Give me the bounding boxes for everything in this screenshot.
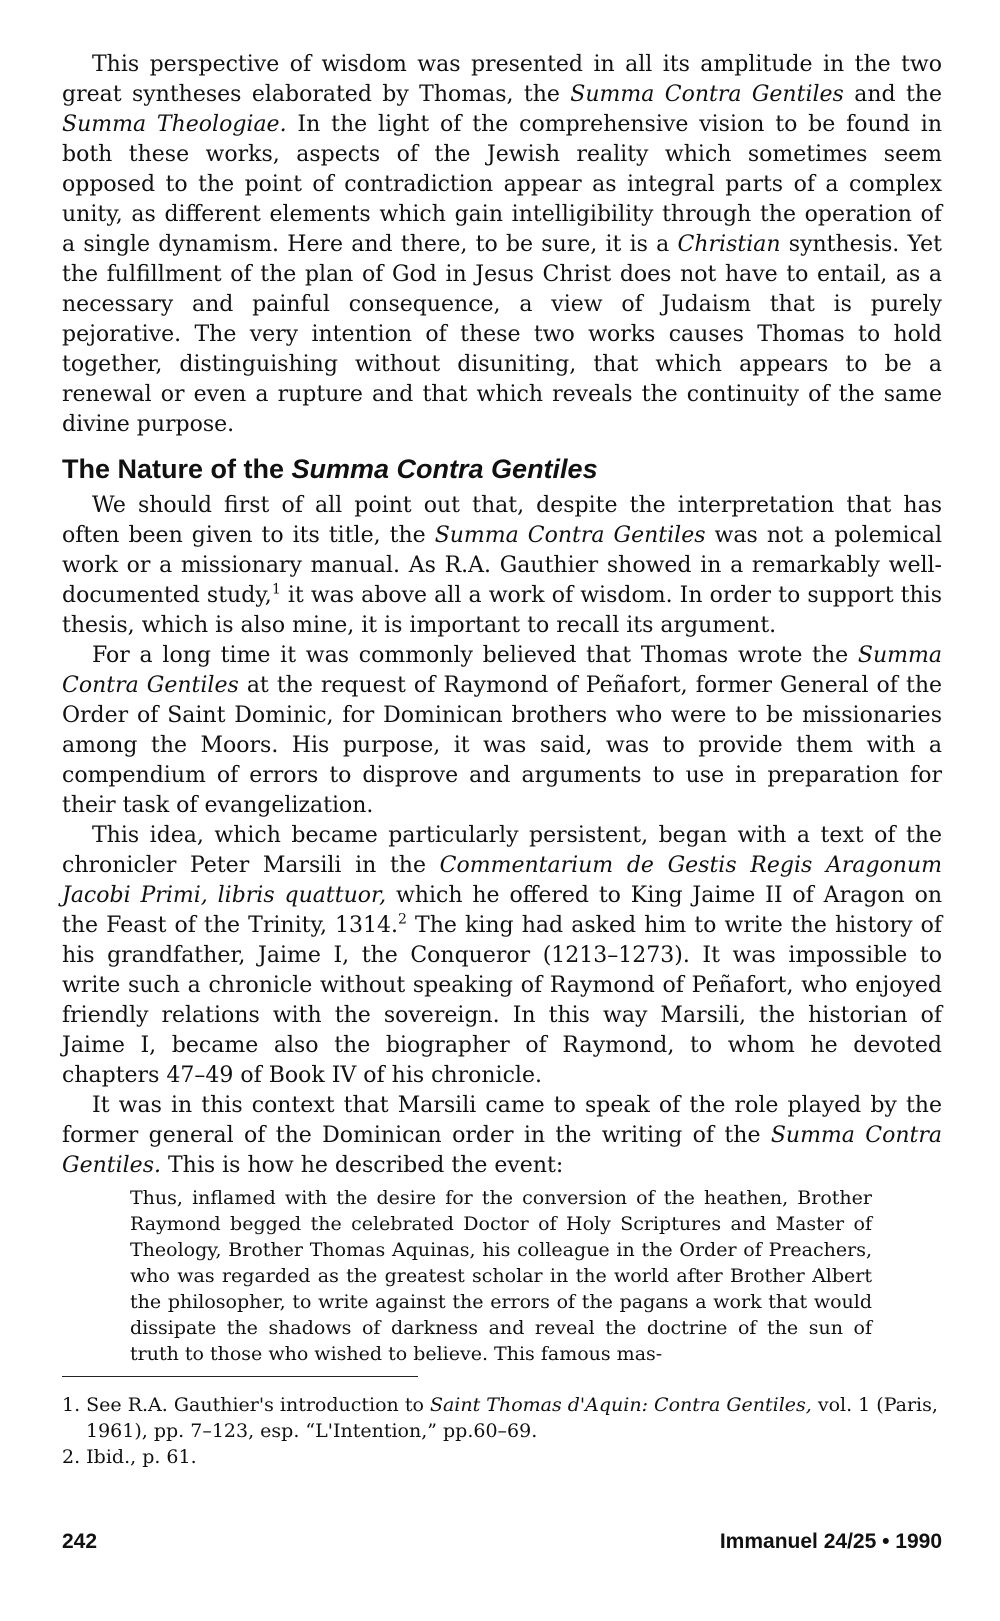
block-quote: Thus, inflamed with the desire for the conversion of the heathen, Brother Raymond begged the celebrated Doctor of Holy Scriptures and Master of Theology, Brother Thomas Aquinas, his colleague in the Order of Preachers, who was regarded as the greatest scholar in the world after Brother Albert the philosopher, to write against the errors of the pagans a work that would dissipate the shadows of darkness and reveal the doctrine of the sun of truth to those who wished to believe. This famous mas- (130, 1187, 872, 1365)
paragraph-intro: This perspective of wisdom was presented in all its amplitude in the two great syntheses elaborated by Thomas, the Summa Contra Gentiles and the Summa Theologiae. In the light of the comprehensive vision to be found in both these works, aspects of the Jewish reality which sometimes seem opposed to the point of contradiction appear as integral parts of a complex unity, as different elements which gain intelligibility through the operation of a single dynamism. Here and there, to be sure, it is a Christian synthesis. Yet the fulfillment of the plan of God in Jesus Christ does not have to entail, as a necessary and painful consequence, a view of Judaism that is purely pejorative. The very intention of these two works causes Thomas to hold together, distinguishing without disuniting, that which appears to be a renewal or even a rupture and that which reveals the continuity of the same divine purpose. (62, 52, 943, 437)
paragraph-context: It was in this context that Marsili came to speak of the role played by the former general of the Dominican order in the writing of the Summa Contra Gentiles. This is how he described the event: (62, 1093, 942, 1178)
footnotes (62, 1392, 942, 1470)
footnote-1: 1. See R.A. Gauthier's introduction to Saint Thomas d'Aquin: Contra Gentiles, vol. 1 (Paris, 1961), pp. 7–123, esp. “L'Intention,” pp.60–69. (62, 1394, 938, 1442)
paragraph-marsili: This idea, which became particularly persistent, began with a text of the chronicler Peter Marsili in the Commentarium de Gestis Regis Aragonum Jacobi Primi, libris quattuor, which he offered to King Jaime II of Aragon on the Feast of the Trinity, 1314.$^2$ The king had asked him to write the history of his grandfather, Jaime I, the Conqueror (1213–1273). It was impossible to write such a chronicle without speaking of Raymond of Peñafort, who enjoyed friendly relations with the sovereign. In this way Marsili, the historian of Jaime I, became also the biographer of Raymond, to whom he devoted chapters 47–49 of Book IV of his chronicle. (62, 823, 942, 1088)
page-body (62, 50, 942, 1367)
section-heading: The Nature of the Summa Contra Gentiles (62, 454, 598, 484)
paragraph-penafort: For a long time it was commonly believed that Thomas wrote the Summa Contra Gentiles at the request of Raymond of Peñafort, former General of the Order of Saint Dominic, for Dominican brothers who were to be missionaries among the Moors. His purpose, it was said, was to provide them with a compendium of errors to disprove and arguments to use in preparation for their task of evangelization. (62, 643, 943, 818)
paragraph-polemical: We should first of all point out that, despite the interpretation that has often been given to its title, the Summa Contra Gentiles was not a polemical work or a missionary manual. As R.A. Gauthier showed in a remarkably well-documented study,$^1$ it was above all a work of wisdom. In order to support this thesis, which is also mine, it is important to recall its argument. (62, 493, 943, 638)
journal-citation: Immanuel 24/25 • 1990 (719, 1530, 942, 1553)
footnote-2: 2. Ibid., p. 61. (62, 1446, 197, 1468)
footnote-divider (62, 1376, 418, 1377)
page-number: 242 (62, 1530, 98, 1553)
footnote-ref-2: 2 (398, 911, 407, 928)
footnote-ref-1: 1 (271, 581, 281, 598)
